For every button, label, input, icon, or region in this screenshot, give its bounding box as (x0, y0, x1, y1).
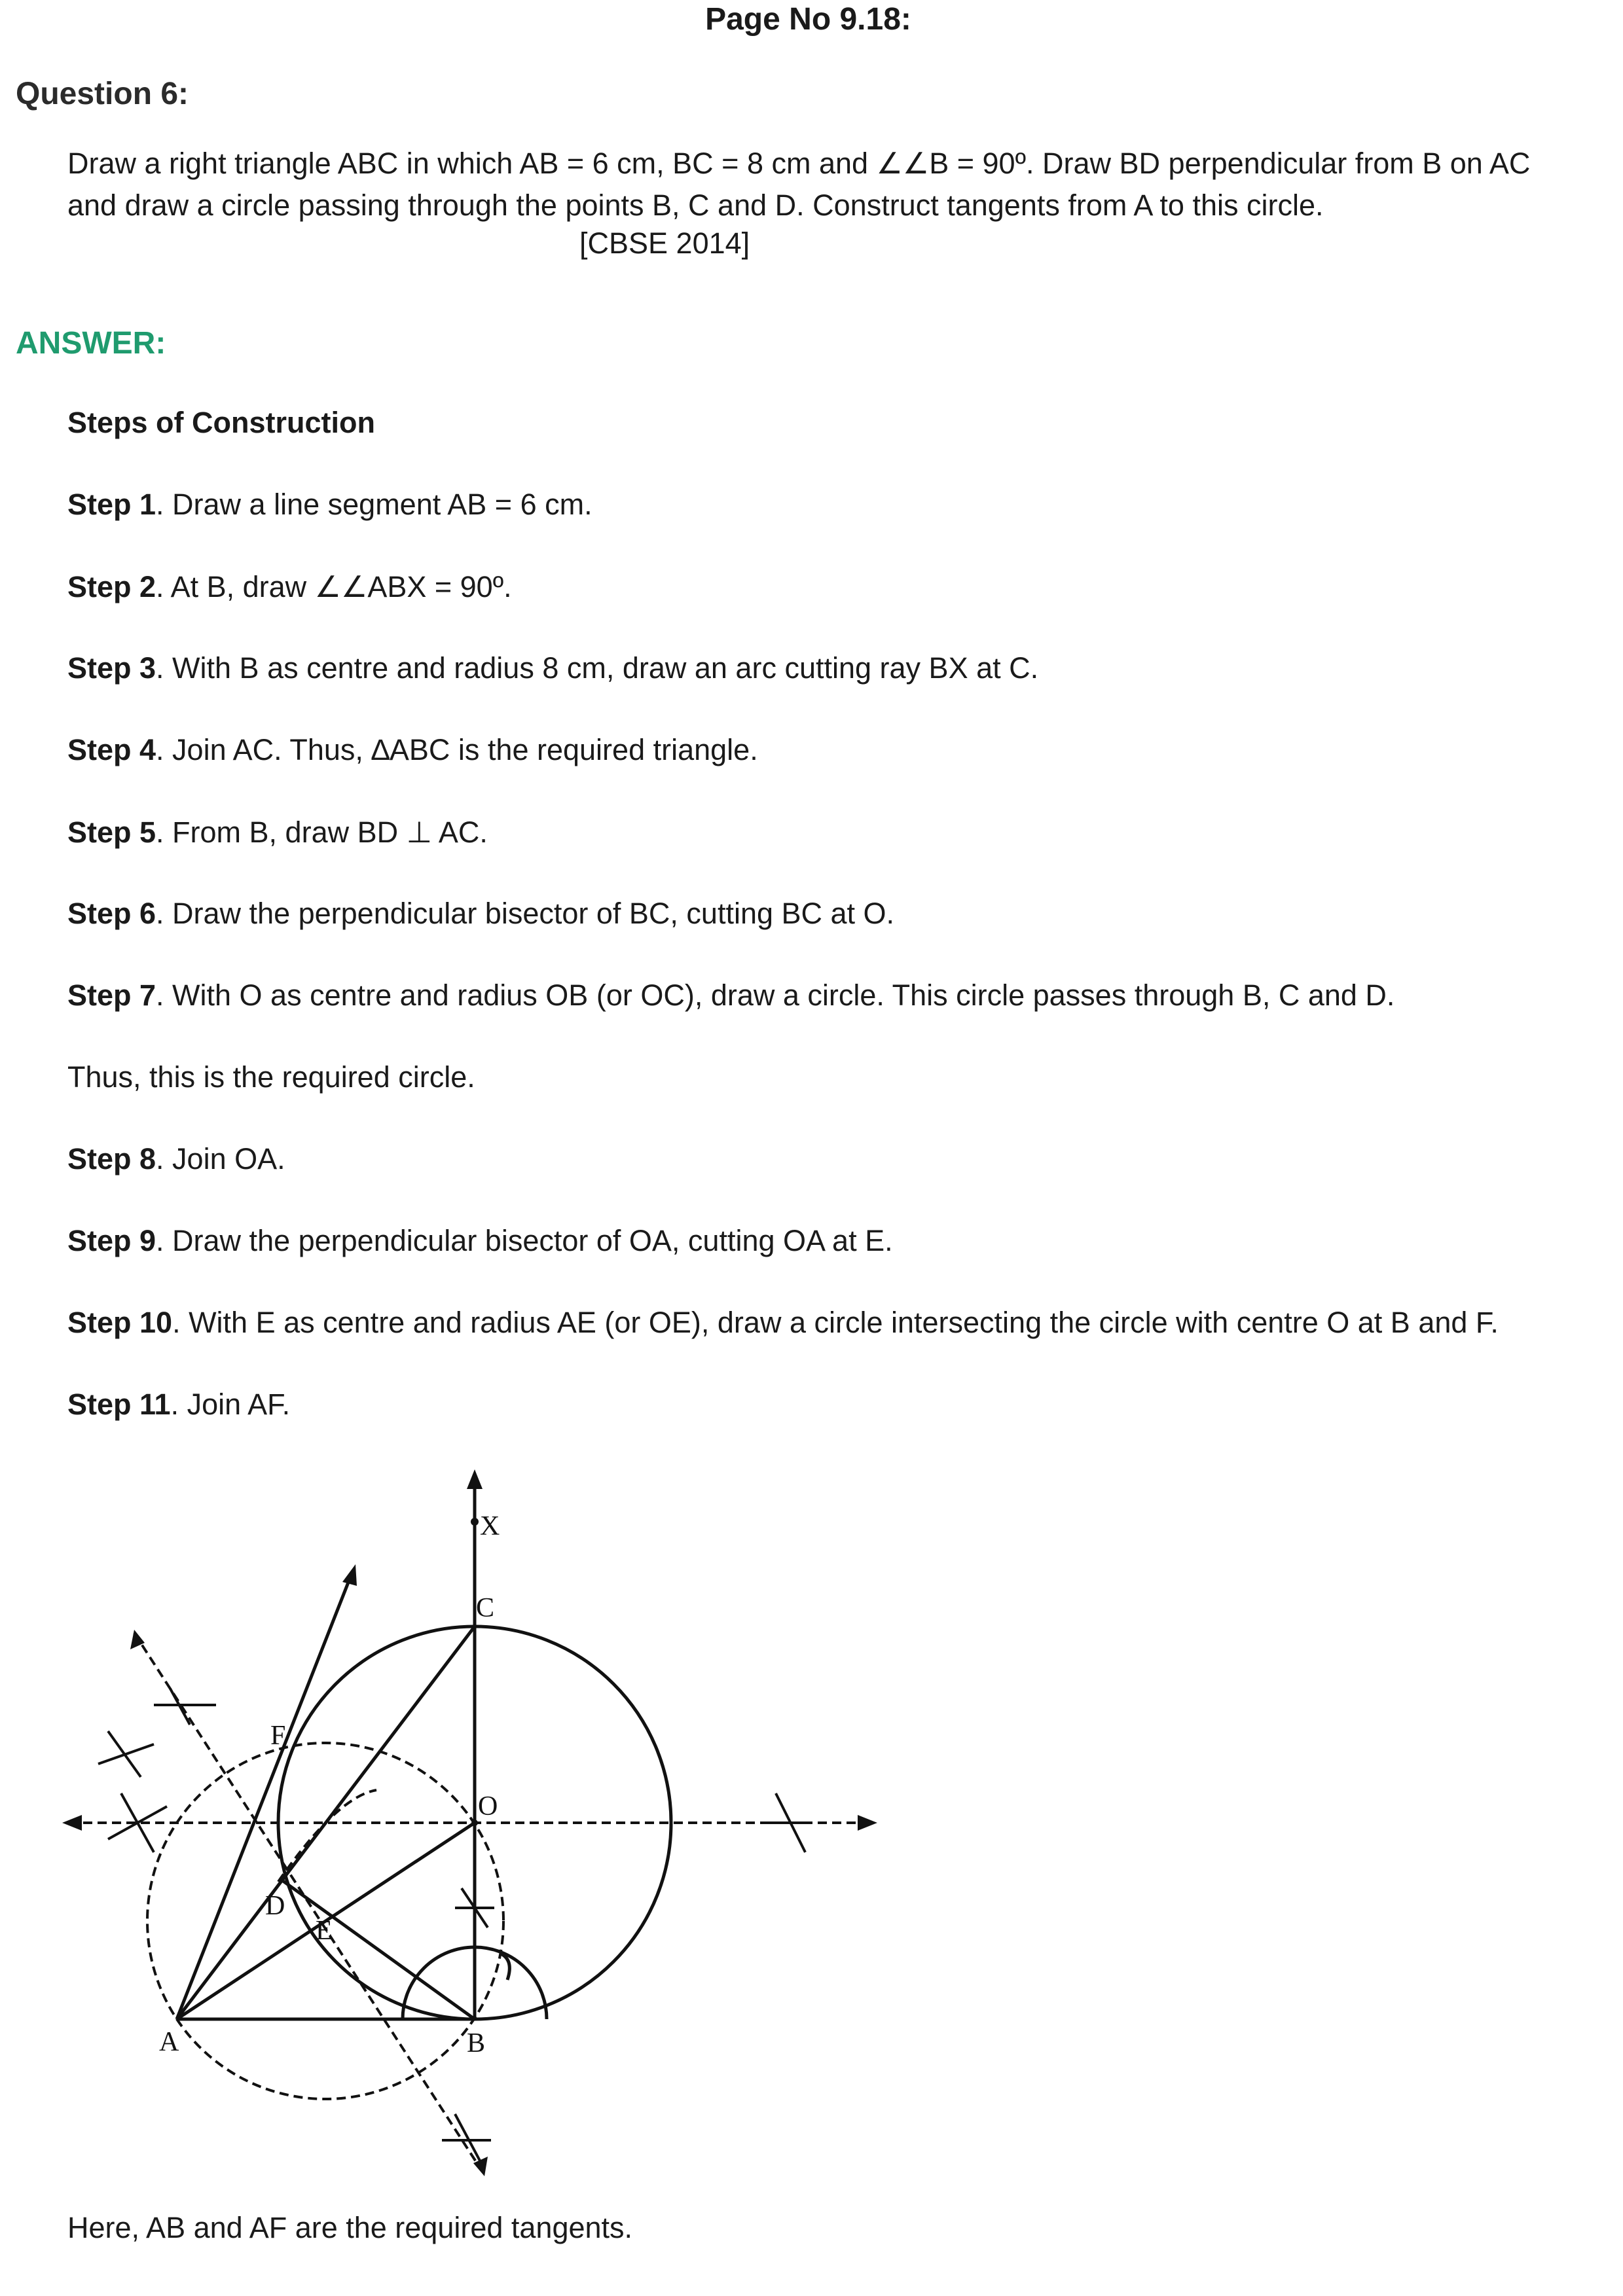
cross-mark (154, 1689, 216, 1725)
step-text: Thus, this is the required circle. (67, 1060, 475, 1094)
step-text: . With E as centre and radius AE (or OE), draw a circle intersecting the circle with centre O at B and F. (172, 1306, 1499, 1339)
step-5 (67, 815, 488, 850)
step-1 (67, 488, 593, 522)
label-c: C (476, 1593, 495, 1623)
question-text-line-2: and draw a circle passing through the points B, C and D. Construct tangents from A to this circle. (67, 188, 1324, 222)
point-x (471, 1518, 479, 1526)
steps-heading: Steps of Construction (67, 406, 375, 439)
label-x: X (480, 1511, 500, 1541)
step-text: . Join OA. (156, 1142, 285, 1175)
segment-bd (282, 1880, 475, 2019)
label-a: A (159, 2027, 179, 2057)
step-label: Step 7 (67, 978, 156, 1012)
arrowhead-right (858, 1815, 877, 1831)
question-text-line-1: Draw a right triangle ABC in which AB = 6 cm, BC = 8 cm and ∠∠B = 90º. Draw BD perpendicular from B on AC (67, 147, 1531, 180)
label-d: D (265, 1891, 285, 1921)
step-label: Step 3 (67, 651, 156, 685)
step-8 (67, 1142, 285, 1176)
step-text: . Join AF. (170, 1388, 291, 1421)
step-text: . Join AC. Thus, ∆ABC is the required triangle. (156, 733, 758, 766)
step-label: Step 4 (67, 733, 156, 766)
label-f: F (270, 1721, 286, 1751)
step-6 (67, 897, 894, 931)
step-label: Step 1 (67, 488, 156, 521)
step-9 (67, 1224, 893, 1258)
step-3 (67, 651, 1038, 685)
cross-mark (98, 1731, 154, 1777)
step-2 (67, 569, 512, 604)
step-label: Step 2 (67, 570, 156, 603)
step-10 (67, 1306, 1499, 1340)
step-text: . Draw a line segment AB = 6 cm. (156, 488, 593, 521)
question-source: [CBSE 2014] (579, 226, 750, 260)
ray-arrowhead (467, 1469, 483, 1489)
answer-label: ANSWER: (16, 326, 166, 361)
cross-mark (769, 1793, 812, 1852)
tangent-af (177, 1577, 350, 2019)
step-label: Step 9 (67, 1224, 156, 1257)
step-text: . Draw the perpendicular bisector of BC, cutting BC at O. (156, 897, 895, 930)
step-label: Step 10 (67, 1306, 173, 1339)
question-title: Question 6: (16, 77, 189, 111)
step-label: Step 5 (67, 816, 156, 849)
conclusion-text: Here, AB and AF are the required tangents. (67, 2211, 633, 2244)
step-label: Step 11 (67, 1388, 171, 1421)
perp-bisector-oa (134, 1633, 481, 2170)
step-text: . With O as centre and radius OB (or OC), draw a circle. This circle passes through B, C and D. (156, 978, 1395, 1012)
step-7 (67, 978, 1395, 1013)
step-text: . At B, draw ∠∠ABX = 90º. (156, 570, 512, 603)
step-11 (67, 1388, 290, 1422)
construction-figure (62, 1456, 894, 2196)
step-text: . With B as centre and radius 8 cm, draw an arc cutting ray BX at C. (156, 651, 1039, 685)
label-o: O (478, 1791, 498, 1821)
step-label: Step 6 (67, 897, 156, 930)
step-text: . Draw the perpendicular bisector of OA, cutting OA at E. (156, 1224, 893, 1257)
step-text: . From B, draw BD ⊥ AC. (156, 816, 488, 849)
page-number: Page No 9.18: (705, 2, 911, 37)
label-e: E (316, 1916, 333, 1946)
label-b: B (467, 2028, 486, 2058)
step-label: Step 8 (67, 1142, 156, 1175)
arrowhead-left (62, 1815, 82, 1831)
step-7-note (67, 1060, 475, 1094)
tangent-arrowhead (342, 1564, 357, 1586)
arc-mark (501, 1954, 509, 1980)
step-4 (67, 733, 758, 767)
point-o (471, 1820, 478, 1826)
